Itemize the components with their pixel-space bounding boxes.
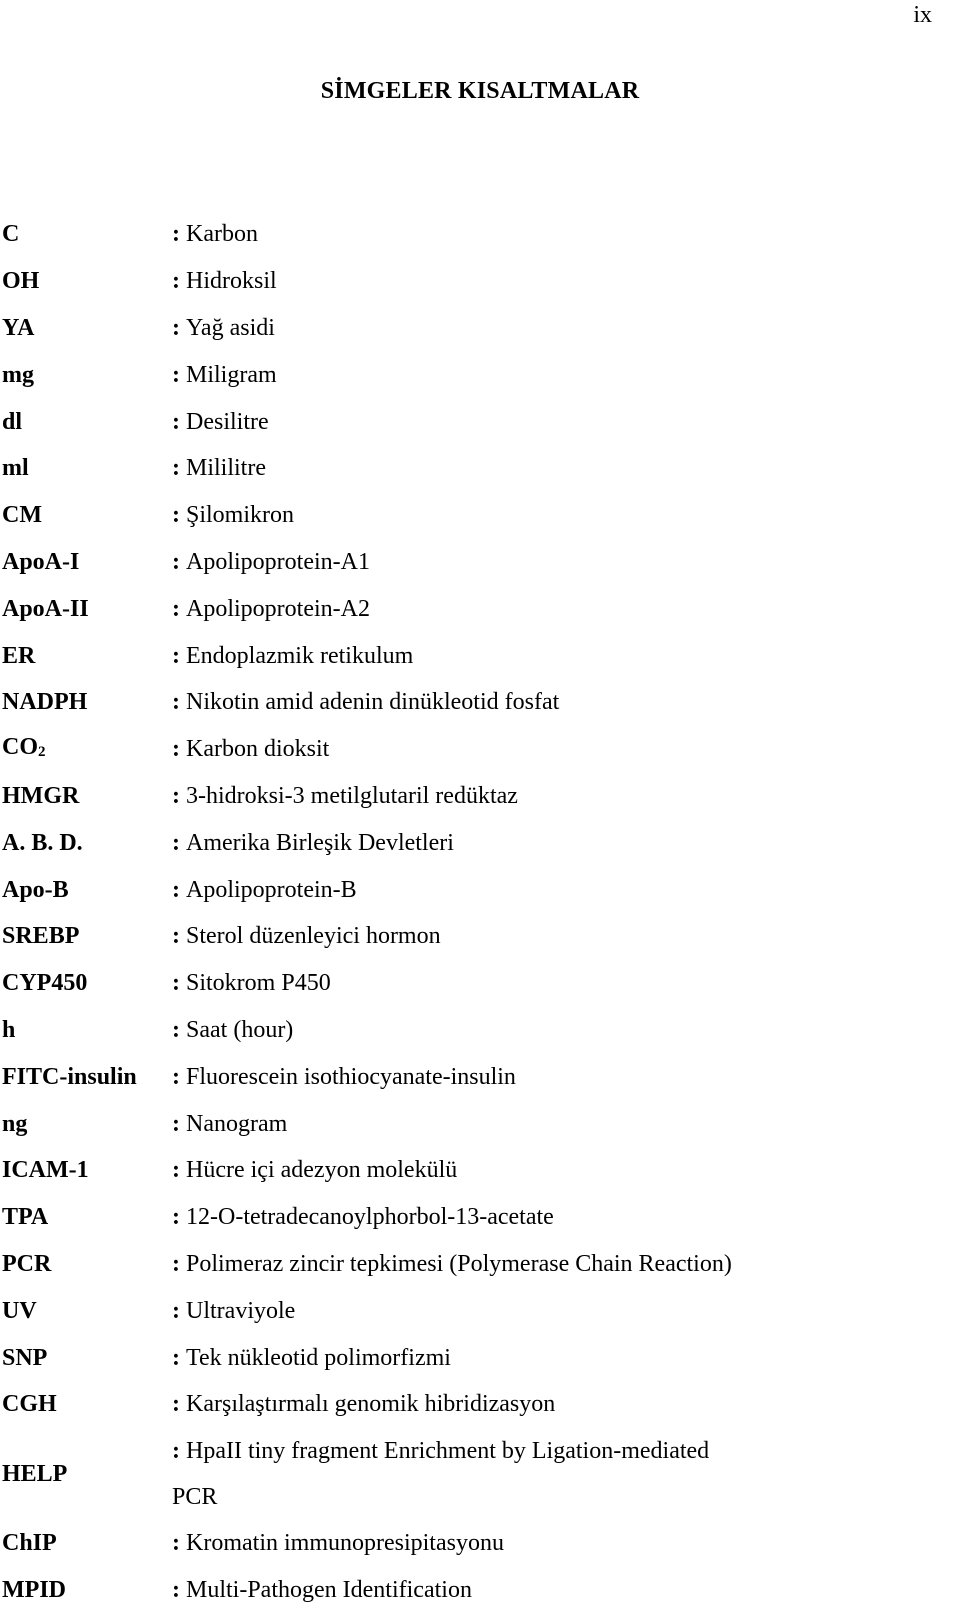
separator-colon: :	[172, 1204, 180, 1231]
abbreviation-definition-text: Kromatin immunopresipitasyonu	[186, 1530, 504, 1557]
abbreviation-term	[2, 828, 172, 858]
separator-colon: :	[172, 408, 180, 435]
separator-colon: :	[172, 1576, 180, 1603]
abbreviation-definition-text: Nanogram	[186, 1110, 288, 1137]
separator-colon: :	[172, 970, 180, 997]
abbreviation-definition	[172, 1249, 932, 1279]
abbreviation-definition	[172, 407, 932, 437]
abbreviation-term-text: ChIP	[2, 1530, 57, 1557]
abbreviation-row	[2, 398, 932, 445]
abbreviation-row	[2, 913, 932, 960]
abbreviation-term-text: YA	[2, 314, 35, 341]
separator-colon: :	[172, 1157, 180, 1184]
separator-colon: :	[172, 923, 180, 950]
abbreviation-term-text: mg	[2, 361, 34, 388]
abbreviation-term	[2, 687, 172, 717]
separator-colon: :	[172, 1530, 180, 1557]
abbreviation-term	[2, 921, 172, 951]
abbreviation-term-text: MPID	[2, 1576, 66, 1603]
abbreviation-definition-text: Hidroksil	[186, 268, 277, 295]
abbreviation-definition	[172, 1202, 932, 1232]
abbreviation-definition-text: Multi-Pathogen Identification	[186, 1576, 472, 1603]
abbreviation-term	[2, 1062, 172, 1092]
abbreviation-definition-text: 3-hidroksi-3 metilglutaril redüktaz	[186, 782, 518, 809]
abbreviation-row	[2, 1147, 932, 1194]
abbreviation-definition-text: Amerika Birleşik Devletleri	[186, 829, 454, 856]
abbreviation-definition	[172, 1343, 932, 1373]
abbreviation-definition	[172, 1155, 932, 1185]
abbreviation-term	[2, 313, 172, 343]
abbreviation-definition	[172, 313, 932, 343]
abbreviation-term-text: h	[2, 1016, 16, 1043]
abbreviation-definition	[172, 921, 932, 951]
abbreviation-definition	[172, 547, 932, 577]
abbreviation-definition-text: Miligram	[186, 361, 277, 388]
separator-colon: :	[172, 689, 180, 716]
separator-colon: :	[172, 221, 180, 248]
abbreviation-term	[2, 1528, 172, 1558]
abbreviation-definition	[172, 1062, 932, 1092]
abbreviation-definition-continuation: PCR	[172, 1483, 218, 1510]
abbreviation-row	[2, 1334, 932, 1381]
abbreviation-term	[2, 1155, 172, 1185]
abbreviation-term	[2, 1202, 172, 1232]
abbreviation-definition-text: Karşılaştırmalı genomik hibridizasyon	[186, 1391, 556, 1418]
abbreviation-row	[2, 1241, 932, 1288]
separator-colon: :	[172, 1110, 180, 1137]
abbreviation-term-text: C	[2, 221, 20, 248]
abbreviation-definition	[172, 360, 932, 390]
abbreviation-definition	[172, 266, 932, 296]
abbreviation-row	[2, 726, 932, 773]
abbreviation-row	[2, 1100, 932, 1147]
abbreviation-row	[2, 351, 932, 398]
separator-colon: :	[172, 642, 180, 669]
abbreviation-term-text: ICAM-1	[2, 1157, 89, 1184]
abbreviation-definition-text: Fluorescein isothiocyanate-insulin	[186, 1063, 516, 1090]
abbreviation-row	[2, 1567, 932, 1614]
abbreviation-term-text: ER	[2, 642, 36, 669]
separator-colon: :	[172, 829, 180, 856]
abbreviation-term-text: CO	[2, 733, 38, 760]
separator-colon: :	[172, 1344, 180, 1371]
separator-colon: :	[172, 314, 180, 341]
abbreviation-definition-text: Karbon dioksit	[186, 736, 330, 763]
abbreviation-term-text: NADPH	[2, 689, 88, 716]
separator-colon: :	[172, 1250, 180, 1277]
abbreviation-definition	[172, 687, 932, 717]
abbreviation-term	[2, 1459, 172, 1489]
abbreviation-definition-text: Endoplazmik retikulum	[186, 642, 414, 669]
abbreviation-term	[2, 732, 172, 767]
abbreviation-definition-text: 12-O-tetradecanoylphorbol-13-acetate	[186, 1204, 554, 1231]
abbreviation-definition	[172, 781, 932, 811]
abbreviation-definition	[172, 734, 932, 764]
abbreviation-definition-text: Polimeraz zincir tepkimesi (Polymerase Chain Reaction)	[186, 1250, 732, 1277]
abbreviation-term	[2, 594, 172, 624]
separator-colon: :	[172, 876, 180, 903]
abbreviation-term-text: OH	[2, 268, 40, 295]
abbreviation-row	[2, 866, 932, 913]
abbreviation-term	[2, 1249, 172, 1279]
abbreviation-definition-text: Sterol düzenleyici hormon	[186, 923, 441, 950]
abbreviation-list	[2, 211, 932, 1613]
abbreviation-row	[2, 492, 932, 539]
separator-colon: :	[172, 455, 180, 482]
abbreviation-definition-text: Karbon	[186, 221, 258, 248]
abbreviation-definition-text: Sitokrom P450	[186, 970, 331, 997]
page-title: SİMGELER KISALTMALAR	[320, 78, 640, 104]
abbreviation-row	[2, 258, 932, 305]
abbreviation-definition-text: Mililitre	[186, 455, 266, 482]
abbreviation-term-text: PCR	[2, 1250, 52, 1277]
abbreviation-definition	[172, 1109, 932, 1139]
abbreviation-term-text: SNP	[2, 1344, 48, 1371]
abbreviation-row	[2, 960, 932, 1007]
separator-colon: :	[172, 1063, 180, 1090]
abbreviation-definition	[172, 1389, 932, 1419]
abbreviation-term	[2, 875, 172, 905]
abbreviation-term-text: ng	[2, 1110, 28, 1137]
abbreviation-definition-text: Şilomikron	[186, 502, 295, 529]
separator-colon: :	[172, 268, 180, 295]
abbreviation-definition	[172, 1015, 932, 1045]
abbreviation-term-subscript: 2	[38, 743, 46, 760]
abbreviation-term	[2, 1109, 172, 1139]
abbreviation-definition	[172, 1575, 932, 1605]
abbreviation-definition	[172, 1428, 932, 1520]
abbreviation-definition-text: Apolipoprotein-A2	[186, 595, 370, 622]
abbreviation-term	[2, 1296, 172, 1326]
abbreviation-row	[2, 211, 932, 258]
abbreviation-term	[2, 641, 172, 671]
abbreviation-row	[2, 632, 932, 679]
separator-colon: :	[172, 782, 180, 809]
abbreviation-definition-text: Apolipoprotein-B	[186, 876, 357, 903]
abbreviation-term-text: UV	[2, 1297, 37, 1324]
abbreviation-term-text: ml	[2, 455, 29, 482]
separator-colon: :	[172, 1016, 180, 1043]
abbreviation-term	[2, 968, 172, 998]
abbreviation-term	[2, 407, 172, 437]
abbreviation-definition-text: Saat (hour)	[186, 1016, 294, 1043]
abbreviation-definition-text: Desilitre	[186, 408, 269, 435]
abbreviation-term	[2, 360, 172, 390]
abbreviation-definition-text: Apolipoprotein-A1	[186, 548, 370, 575]
abbreviation-term	[2, 453, 172, 483]
separator-colon: :	[172, 1391, 180, 1418]
abbreviation-term-text: SREBP	[2, 923, 80, 950]
abbreviation-term-text: FITC-insulin	[2, 1063, 137, 1090]
abbreviation-term	[2, 781, 172, 811]
abbreviation-row	[2, 539, 932, 586]
separator-colon: :	[172, 736, 180, 763]
abbreviation-row	[2, 445, 932, 492]
abbreviation-term-text: CGH	[2, 1391, 57, 1418]
abbreviation-row	[2, 819, 932, 866]
abbreviation-term	[2, 1343, 172, 1373]
abbreviation-definition	[172, 1528, 932, 1558]
abbreviation-row	[2, 585, 932, 632]
separator-colon: :	[172, 361, 180, 388]
separator-colon: :	[172, 1297, 180, 1324]
abbreviation-row	[2, 1428, 932, 1520]
abbreviation-term	[2, 547, 172, 577]
abbreviation-definition	[172, 875, 932, 905]
separator-colon: :	[172, 548, 180, 575]
abbreviation-row	[2, 1381, 932, 1428]
abbreviation-definition	[172, 453, 932, 483]
abbreviation-definition	[172, 219, 932, 249]
abbreviation-term	[2, 266, 172, 296]
abbreviation-term	[2, 219, 172, 249]
abbreviation-definition-text: Ultraviyole	[186, 1297, 296, 1324]
abbreviation-term-text: HELP	[2, 1460, 68, 1487]
page-number: ix	[913, 2, 932, 28]
abbreviation-term	[2, 1575, 172, 1605]
abbreviation-term-text: dl	[2, 408, 23, 435]
abbreviation-term	[2, 1015, 172, 1045]
abbreviation-definition-text: Tek nükleotid polimorfizmi	[186, 1344, 451, 1371]
separator-colon: :	[172, 595, 180, 622]
abbreviation-term	[2, 500, 172, 530]
abbreviation-definition	[172, 1296, 932, 1326]
abbreviation-row	[2, 1194, 932, 1241]
abbreviation-term-text: TPA	[2, 1204, 49, 1231]
abbreviation-definition-text: Yağ asidi	[186, 314, 275, 341]
abbreviation-term-text: Apo-B	[2, 876, 69, 903]
abbreviation-row	[2, 1520, 932, 1567]
abbreviation-definition	[172, 968, 932, 998]
abbreviation-row	[2, 773, 932, 820]
abbreviation-term-text: HMGR	[2, 782, 80, 809]
separator-colon: :	[172, 502, 180, 529]
abbreviation-row	[2, 1287, 932, 1334]
abbreviation-definition-text: Nikotin amid adenin dinükleotid fosfat	[186, 689, 560, 716]
abbreviation-term-text: A. B. D.	[2, 829, 83, 856]
abbreviation-term	[2, 1389, 172, 1419]
abbreviation-definition	[172, 594, 932, 624]
abbreviation-term-text: ApoA-II	[2, 595, 89, 622]
abbreviation-term-text: CM	[2, 502, 42, 529]
abbreviation-definition-text: Hücre içi adezyon molekülü	[186, 1157, 458, 1184]
abbreviation-row	[2, 1007, 932, 1054]
abbreviation-term-text: ApoA-I	[2, 548, 80, 575]
abbreviation-row	[2, 679, 932, 726]
abbreviation-row	[2, 1053, 932, 1100]
separator-colon: :	[172, 1437, 180, 1464]
abbreviation-definition	[172, 828, 932, 858]
abbreviation-row	[2, 305, 932, 352]
abbreviation-term-text: CYP450	[2, 970, 88, 997]
abbreviation-definition	[172, 500, 932, 530]
abbreviation-definition-text: HpaII tiny fragment Enrichment by Ligation-mediated	[186, 1437, 710, 1464]
abbreviation-definition	[172, 641, 932, 671]
